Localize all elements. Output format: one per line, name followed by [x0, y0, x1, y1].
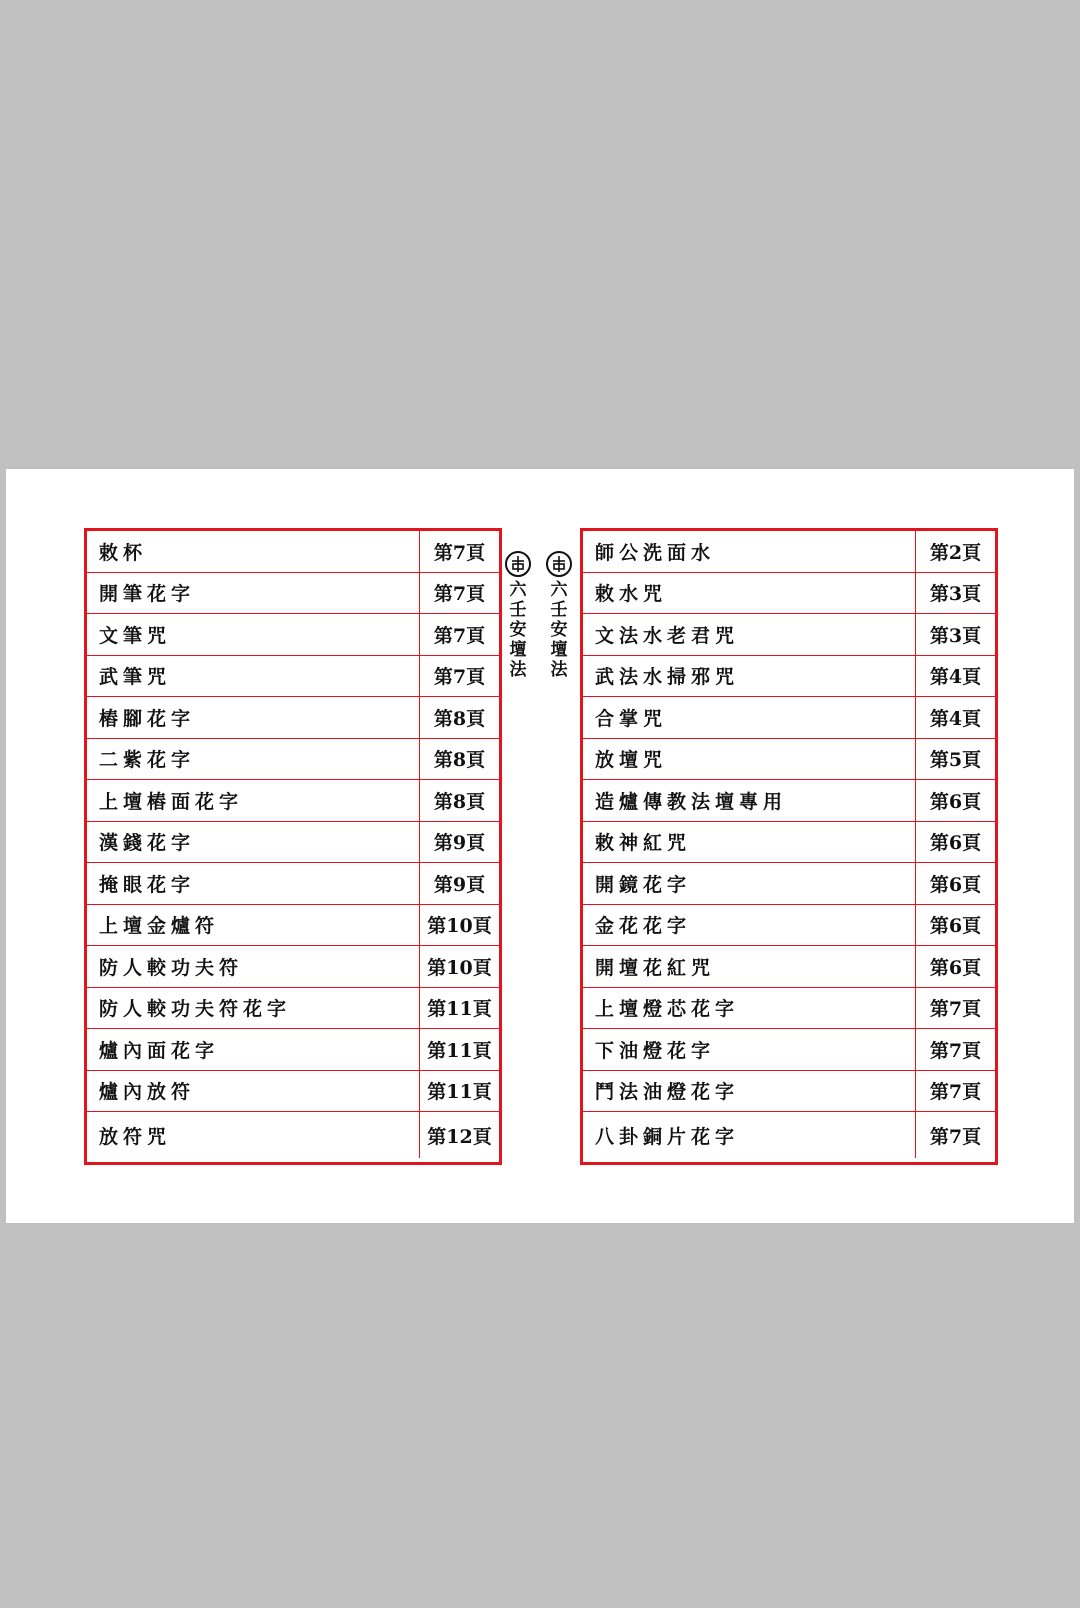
toc-entry-title: 樁腳花字 — [87, 697, 420, 739]
toc-entry-page: 第5頁 — [916, 738, 996, 780]
toc-row — [87, 614, 499, 656]
toc-row — [87, 655, 499, 697]
toc-row — [583, 904, 995, 946]
toc-row — [583, 572, 995, 614]
toc-row — [583, 1070, 995, 1112]
toc-entry-page: 第6頁 — [916, 821, 996, 863]
toc-row — [87, 987, 499, 1029]
toc-entry-page: 第8頁 — [420, 697, 500, 739]
toc-entry-title: 鬥法油燈花字 — [583, 1070, 916, 1112]
toc-entry-page: 第8頁 — [420, 738, 500, 780]
toc-entry-page: 第4頁 — [916, 697, 996, 739]
toc-entry-page: 第10頁 — [420, 946, 500, 988]
toc-row — [583, 863, 995, 905]
toc-entry-page: 第11頁 — [420, 987, 500, 1029]
toc-entry-page: 第7頁 — [420, 572, 500, 614]
spine-label-left — [503, 551, 533, 680]
toc-row — [87, 821, 499, 863]
toc-entry-page: 第6頁 — [916, 904, 996, 946]
toc-entry-page: 第12頁 — [420, 1112, 500, 1159]
toc-entry-title: 漢錢花字 — [87, 821, 420, 863]
toc-entry-page: 第7頁 — [420, 531, 500, 572]
toc-entry-page: 第11頁 — [420, 1070, 500, 1112]
toc-row — [87, 1029, 499, 1071]
toc-row — [87, 863, 499, 905]
toc-entry-page: 第11頁 — [420, 1029, 500, 1071]
seal-icon — [505, 551, 531, 577]
toc-row — [583, 987, 995, 1029]
toc-entry-page: 第8頁 — [420, 780, 500, 822]
toc-table-left — [84, 528, 502, 1165]
toc-entry-title: 文筆咒 — [87, 614, 420, 656]
toc-entry-title: 武筆咒 — [87, 655, 420, 697]
toc-entry-title: 爐內面花字 — [87, 1029, 420, 1071]
toc-row — [87, 697, 499, 739]
toc-row — [87, 738, 499, 780]
toc-entry-page: 第7頁 — [916, 1029, 996, 1071]
toc-entry-page: 第7頁 — [916, 1112, 996, 1159]
toc-row — [583, 655, 995, 697]
toc-entry-title: 開鏡花字 — [583, 863, 916, 905]
toc-row — [583, 821, 995, 863]
toc-row — [583, 614, 995, 656]
toc-entry-title: 敕水咒 — [583, 572, 916, 614]
toc-entry-title: 爐內放符 — [87, 1070, 420, 1112]
toc-entry-page: 第7頁 — [916, 987, 996, 1029]
document-page — [6, 469, 1074, 1223]
toc-entry-title: 敕杯 — [87, 531, 420, 572]
toc-entry-title: 武法水掃邪咒 — [583, 655, 916, 697]
toc-entry-page: 第6頁 — [916, 780, 996, 822]
seal-icon — [546, 551, 572, 577]
toc-entry-title: 放符咒 — [99, 1125, 172, 1148]
toc-table-right — [580, 528, 998, 1165]
toc-entry-page: 第7頁 — [916, 1070, 996, 1112]
toc-entry-title: 防人較功夫符 — [87, 946, 420, 988]
toc-entry-title: 敕神紅咒 — [583, 821, 916, 863]
toc-row — [87, 1112, 499, 1159]
toc-entry-title: 師公洗面水 — [583, 531, 916, 572]
toc-entry-page: 第7頁 — [420, 614, 500, 656]
spine-title: 六壬安壇法 — [509, 580, 527, 680]
seal-glyph-icon — [509, 555, 527, 573]
toc-entry-title: 放壇咒 — [583, 738, 916, 780]
toc-row — [583, 1112, 995, 1159]
toc-entry-title: 防人較功夫符花字 — [87, 987, 420, 1029]
spine-title: 六壬安壇法 — [550, 580, 568, 680]
toc-row — [583, 738, 995, 780]
toc-entry-title: 下油燈花字 — [583, 1029, 916, 1071]
toc-entry-title: 上壇燈芯花字 — [583, 987, 916, 1029]
toc-row — [583, 780, 995, 822]
seal-glyph-icon — [550, 555, 568, 573]
toc-row — [583, 531, 995, 572]
toc-row — [87, 1070, 499, 1112]
toc-entry-title: 造爐傳教法壇專用 — [583, 780, 916, 822]
toc-left-rows — [87, 531, 499, 1158]
toc-row — [87, 780, 499, 822]
toc-row — [583, 946, 995, 988]
toc-row — [583, 1029, 995, 1071]
toc-entry-title: 合掌咒 — [583, 697, 916, 739]
toc-entry-title: 文法水老君咒 — [583, 614, 916, 656]
toc-row — [87, 572, 499, 614]
toc-row — [583, 697, 995, 739]
toc-entry-page: 第2頁 — [916, 531, 996, 572]
toc-entry-page: 第7頁 — [420, 655, 500, 697]
toc-row — [87, 531, 499, 572]
spine-label-right — [544, 551, 574, 680]
toc-row — [87, 946, 499, 988]
toc-entry-title: 開壇花紅咒 — [583, 946, 916, 988]
toc-right-rows — [583, 531, 995, 1158]
toc-entry-page: 第4頁 — [916, 655, 996, 697]
toc-entry-page: 第3頁 — [916, 614, 996, 656]
toc-entry-page: 第6頁 — [916, 946, 996, 988]
toc-entry-title: 八卦銅片花字 — [595, 1125, 740, 1148]
toc-entry-page: 第9頁 — [420, 863, 500, 905]
toc-entry-title: 上壇樁面花字 — [87, 780, 420, 822]
toc-entry-title: 金花花字 — [583, 904, 916, 946]
toc-entry-page: 第3頁 — [916, 572, 996, 614]
toc-entry-page: 第10頁 — [420, 904, 500, 946]
toc-entry-page: 第6頁 — [916, 863, 996, 905]
toc-entry-title: 上壇金爐符 — [87, 904, 420, 946]
toc-entry-title: 掩眼花字 — [87, 863, 420, 905]
toc-row — [87, 904, 499, 946]
toc-entry-page: 第9頁 — [420, 821, 500, 863]
toc-entry-title: 二紫花字 — [87, 738, 420, 780]
toc-entry-title: 開筆花字 — [87, 572, 420, 614]
